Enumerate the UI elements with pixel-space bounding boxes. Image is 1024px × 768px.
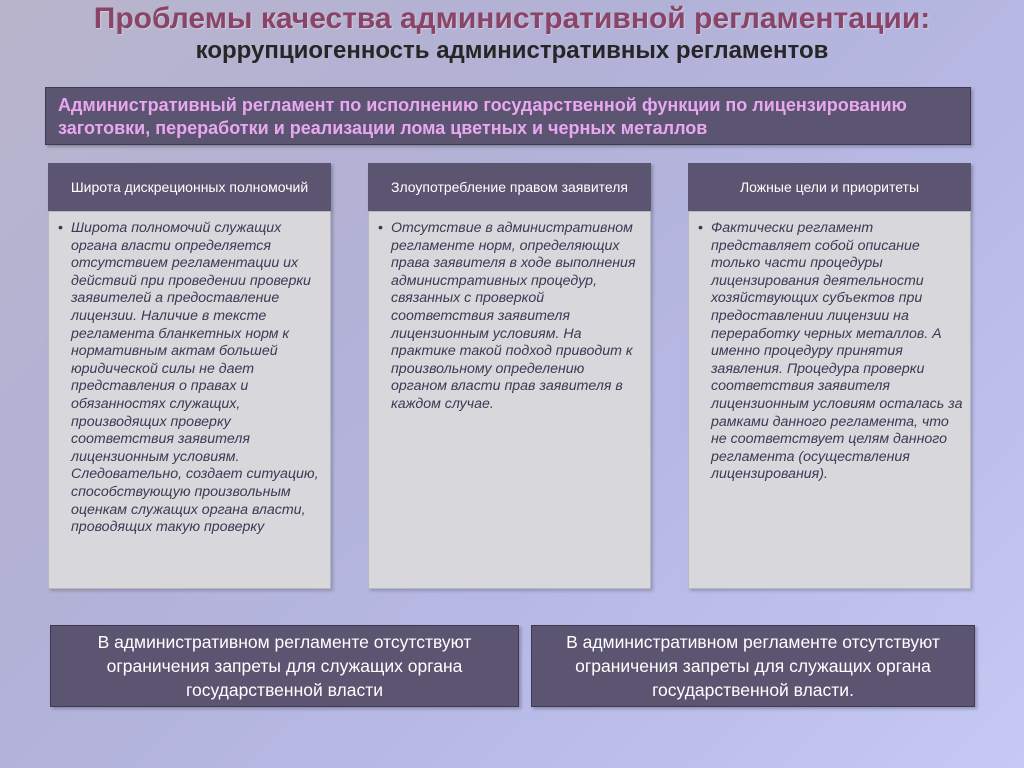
column-2-text: Отсутствие в административном регламенте норм, определяющих права заявителя в ходе выполнения административных процедур, связанных с проверкой соответствия заявителя лицензионным условиям. На практике такой подход приводит к произвольному определению органом власти прав заявителя в каждом случае. bbox=[391, 220, 636, 412]
column-3-text: Фактически регламент представляет собой описание только части процедуры лицензирования деятельности хозяйствующих субъектов при предоставлении лицензии на переработку черных металлов. А именно процедуру принятия заявления. Процедура проверки соответствия заявителя лицензионным условиям осталась за рамками данного регламента, что не соответствует целям данного регламента (осуществления лицензирования). bbox=[711, 220, 963, 483]
footer-box-left bbox=[50, 625, 519, 707]
bullet-icon: • bbox=[58, 220, 63, 236]
slide-subtitle: коррупциогенность административных регламентов bbox=[195, 37, 829, 64]
column-2-header: Злоупотребление правом заявителя bbox=[368, 163, 651, 211]
bullet-icon: • bbox=[378, 220, 383, 236]
column-1-body bbox=[48, 211, 331, 589]
column-2-item bbox=[378, 220, 644, 414]
column-3-body bbox=[688, 211, 971, 589]
column-3-header: Ложные цели и приоритеты bbox=[688, 163, 971, 211]
column-1-item bbox=[58, 220, 324, 537]
footer-left-text: В административном регламенте отсутствуют ограничения запреты для служащих органа государственной власти bbox=[97, 632, 472, 700]
column-2-body bbox=[368, 211, 651, 589]
footer-box-right bbox=[531, 625, 975, 707]
regulation-banner: Административный регламент по исполнению государственной функции по лицензированию заготовки, переработки и реализации лома цветных и черных металлов bbox=[45, 87, 971, 145]
column-2-list bbox=[377, 220, 644, 414]
column-1-header: Широта дискреционных полномочий bbox=[48, 163, 331, 211]
column-3-item bbox=[698, 220, 964, 484]
column-1-list bbox=[57, 220, 324, 537]
column-3-list bbox=[697, 220, 964, 484]
footer-right-text: В административном регламенте отсутствуют ограничения запреты для служащих органа государственной власти. bbox=[566, 632, 940, 700]
bullet-icon: • bbox=[698, 220, 703, 236]
slide-title: Проблемы качества административной регламентации: bbox=[93, 2, 931, 35]
column-1-text: Широта полномочий служащих органа власти определяется отсутствием регламентации их действий при проведении проверки заявителей а предоставление лицензии. Наличие в тексте регламента бланкетных норм к нормативным актам большей юридической силы не дает представления о правах и обязанностях служащих, производящих проверку соответствия заявителя лицензионным условиям. Следовательно, создает ситуацию, способствующую произвольным оценкам служащих органа власти, проводящих такую проверку bbox=[71, 220, 319, 536]
